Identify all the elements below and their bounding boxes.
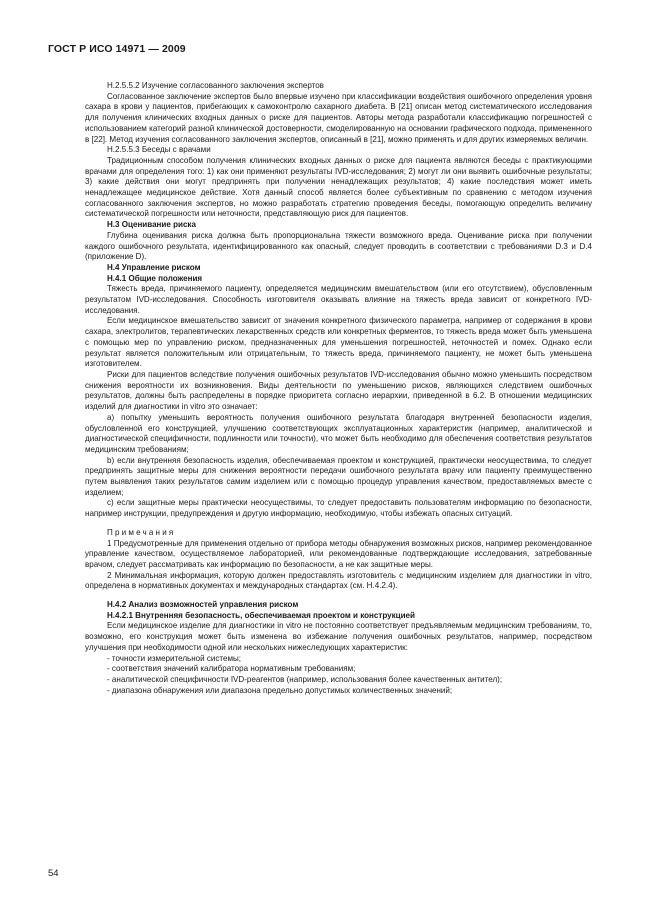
paragraph: Н.2.5.5.2 Изучение согласованного заключения экспертов (107, 81, 324, 90)
paragraph: - соответствия значений калибратора нормативным требованиям; (107, 664, 356, 674)
document-body (85, 81, 592, 696)
paragraph: Если медицинское изделие для диагностики in vitro не постоянно соответствует предъявляемым медицинским требованиям, то, возможно, его конструкция может быть изменена во избежание получения ошибочных результатов, например, посредством улучшения при необходимости одной или нескольких нижеследующих характеристик: (85, 621, 592, 652)
document-header: ГОСТ Р ИСО 14971 — 2009 (48, 43, 186, 55)
paragraph: Тяжесть вреда, причиняемого пациенту, определяется медицинским вмешательством (или его отсутствием), обусловленным результатом IVD-исследования. Способность изготовителя оказывать влияние на тяжесть вреда зависит от конкретного IVD-исследования. (85, 284, 592, 315)
paragraph: а) попытку уменьшить вероятность получения ошибочного результата благодаря внутренней безопасности изделия, обусловленной его конструкцией, улучшению соответствующих эксплуатационных характеристик (например, аналитической и диагностической специфичности, подлинности или точности), что может быть необходимо для обеспечения соответствия результатов медицинским требованиям; (85, 412, 592, 454)
paragraph: 1 Предусмотренные для применения отдельно от прибора методы обнаружения возможных рисков, например рекомендованное управление качеством, осуществляемое лабораторией, или рекомендованные подтверждающие исследования, затребованные врачом, следует рассматривать как информацию по безопасности, а не как защитные меры. (85, 538, 592, 569)
page-number: 54 (48, 868, 59, 879)
section-heading: Н.3 Оценивание риска (107, 220, 196, 230)
section-heading: Н.4.1 Общие положения (107, 273, 203, 283)
paragraph: Согласованное заключение экспертов было впервые изучено при классификации воздействия ошибочного определения уровня сахара в крови у пациентов, прибегающих к самоконтролю сахарного диабета. В [21] описан метод систематического исследования для получения клинических входных данных о риске для пациентов. Авторы метода разработали классификацию погрешностей с использованием категорий разной клинической достоверности, смоделированную на основании графического подхода, примененного в [22]. Метод изучения согласованного заключения экспертов, описанный в [21], можно применять и для других измеряемых величин. (85, 91, 592, 144)
paragraph: Н.2.5.5.3 Беседы с врачами (107, 145, 211, 155)
paragraph: - диапазона обнаружения или диапазона предельно допустимых количественных значений; (107, 685, 453, 695)
paragraph: - аналитической специфичности IVD-реагентов (например, использования более качественных антител); (107, 674, 503, 684)
paragraph: Риски для пациентов вследствие получения ошибочных результатов IVD-исследования обычно можно уменьшить посредством снижения вероятности их возникновения. Виды деятельности по уменьшению рисков, являющихся следствием ошибочных результатов, должны быть распределены в порядке приоритета согласно иерархии, приведенной в 6.2. В отношении медицинских изделий для диагностики in vitro это означает: (85, 369, 592, 412)
paragraph: Традиционным способом получения клинических входных данных о риске для пациента являются беседы с практикующими врачами для определения того: 1) как они применяют результаты IVD-исследования; 2) могут ли они выявить ошибочные результаты; 3) какие действия они могут предпринять при получении ненадлежащих результатов; 4) какие последствия может иметь ненадлежащее медицинское действие. Хотя данный способ является более субъективным по сравнению с методом изучения согласованного заключения экспертов, но можно разработать стратегию проведения беседы, помогающую определить величину систематической погрешности или неточности, представляющую риск для пациентов. (85, 155, 592, 219)
paragraph: b) если внутренняя безопасность изделия, обеспечиваемая проектом и конструкцией, практически неосуществима, то следует предпринять защитные меры для снижения вероятности передачи ошибочного результата врачу или пациенту преимущественно путем выявления таких результатов самим изделием или с помощью процедур управления качеством, предоставляемых вместе с изделием; (85, 455, 592, 497)
section-heading: Н.4.2 Анализ возможностей управления риском (107, 600, 299, 610)
paragraph: Если медицинское вмешательство зависит от значения конкретного физического параметра, например от содержания в крови сахара, электролитов, терапевтических лекарственных средств или конкретных ферментов, то тяжесть вреда может быть уменьшена с помощью мер по управлению риском, предназначенных для уменьшения погрешностей, неточностей и помех. Однако если результат является положительным или отрицательным, то тяжесть вреда, причиняемого пациенту, не может быть уменьшена изготовителем. (85, 316, 592, 369)
section-heading: Н.4.2.1 Внутренняя безопасность, обеспечиваемая проектом и конструкцией (107, 610, 415, 620)
paragraph: - точности измерительной системы; (107, 653, 242, 663)
paragraph: с) если защитные меры практически неосуществимы, то следует предоставить пользователям информацию по безопасности, например инструкции, предупреждения и другую информацию, необходимую, чтобы избежать опасных ситуаций. (85, 498, 592, 519)
paragraph: Глубина оценивания риска должна быть пропорциональна тяжести возможного вреда. Оценивание риска при получении каждого ошибочного результата, идентифицированного как опасный, следует проводить в соответствии с требованиями D.3 и D.4 (приложение D). (85, 230, 592, 262)
note-title: Примечания (107, 527, 176, 537)
paragraph: 2 Минимальная информация, которую должен предоставлять изготовитель с медицинским изделием для диагностики in vitro, определена в нормативных документах и международных стандартах (см. Н.4.2.4). (85, 570, 592, 591)
section-heading: Н.4 Управление риском (107, 262, 201, 272)
